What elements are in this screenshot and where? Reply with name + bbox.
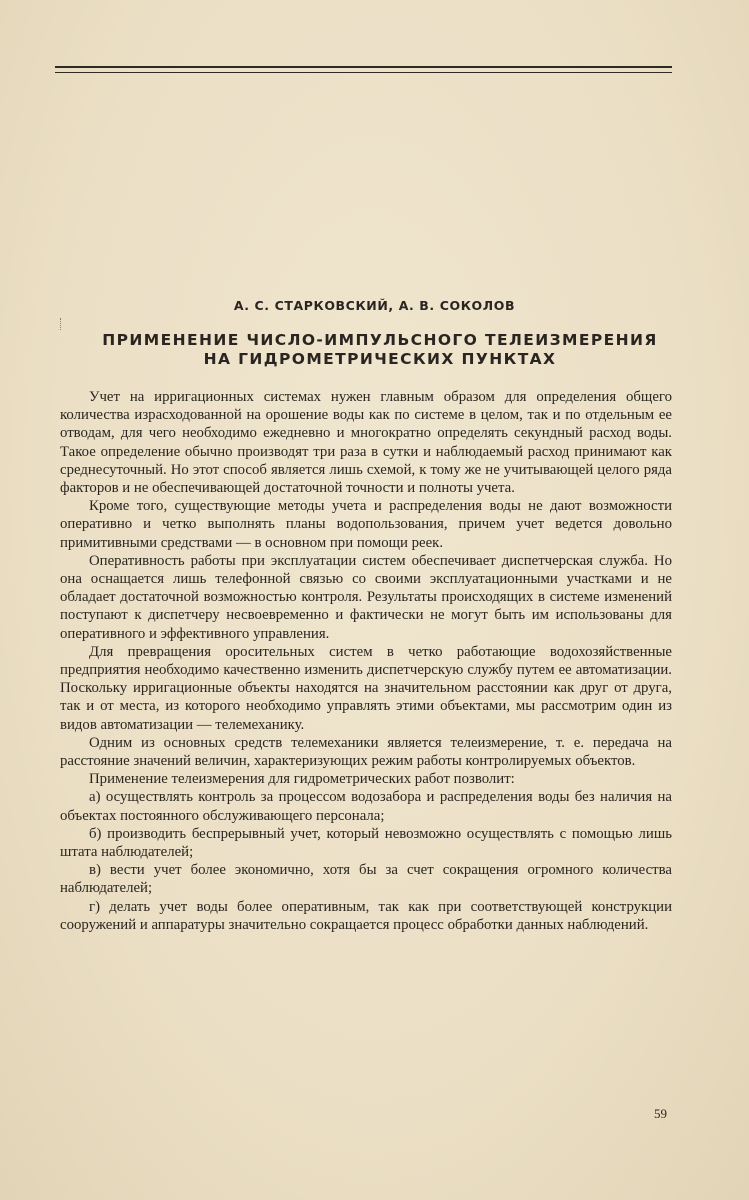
article-body	[60, 388, 672, 934]
list-item-a: а) осуществлять контроль за процессом водозабора и распределения воды без наличия на объектах постоянного обслуживающего персонала;	[60, 789, 672, 824]
page-number: 59	[654, 1106, 667, 1121]
list-item-d: г) делать учет воды более оперативным, так как при соответствующей конструкции сооружений и аппаратуры значительно сокращается процесс обработки данных наблюдений.	[60, 898, 672, 933]
header-rule-thin	[55, 72, 672, 73]
paragraph: Учет на ирригационных системах нужен главным образом для определения общего количества израсходованной на орошение воды как по системе в целом, так и по отдельным ее отводам, для чего необходимо ежедневно и многократно определять секундный расход воды. Такое определение обычно производят три раза в сутки и наблюдаемый расход принимают как среднесуточный. Но этот способ является лишь схемой, к тому же не учитывающей целого ряда факторов и не обеспечивающей достаточной точности и полноты учета.	[60, 389, 672, 497]
paragraph: Оперативность работы при эксплуатации систем обеспечивает диспетчерская служба. Но она оснащается лишь телефонной связью со своими эксплуатационными участками и не обладает достаточной возможностью контроля. Результаты происходящих в системе изменений поступают к диспетчеру несвоевременно и фактически не могут быть им использованы для оперативного и эффективного управления.	[60, 552, 672, 642]
list-item-b: б) производить беспрерывный учет, который невозможно осуществлять с помощью лишь штата наблюдателей;	[60, 825, 672, 861]
paragraph: Кроме того, существующие методы учета и распределения воды не дают возможности оперативно и четко выполнять планы водопользования, причем учет ведется довольно примитивными средствами — в основном при помощи реек.	[60, 498, 672, 551]
paragraph: Применение телеизмерения для гидрометрических работ позволит:	[89, 771, 515, 788]
title-line-1: ПРИМЕНЕНИЕ ЧИСЛО-ИМПУЛЬСНОГО ТЕЛЕИЗМЕРЕНИЯ	[102, 331, 658, 349]
article-authors: А. С. СТАРКОВСКИЙ, А. В. СОКОЛОВ	[233, 298, 516, 313]
paragraph: Для превращения оросительных систем в четко работающие водохозяйственные предприятия необходимо качественно изменить диспетчерскую службу путем ее автоматизации. Поскольку ирригационные объекты находятся на значительном расстоянии как друг от друга, так и от места, из которого необходимо управлять этими объектами, мы рассмотрим один из видов автоматизации — телемеханику.	[60, 643, 672, 733]
list-item-c: в) вести учет более экономично, хотя бы за счет сокращения огромного количества наблюдателей;	[60, 862, 672, 897]
header-rule-thick	[55, 66, 672, 68]
title-line-2: НА ГИДРОМЕТРИЧЕСКИХ ПУНКТАХ	[203, 350, 557, 368]
margin-mark	[60, 318, 65, 330]
article-title	[70, 331, 690, 369]
paragraph: Одним из основных средств телемеханики является телеизмерение, т. е. передача на расстояние значений величин, характеризующих режим работы контролируемых объектов.	[60, 734, 672, 770]
